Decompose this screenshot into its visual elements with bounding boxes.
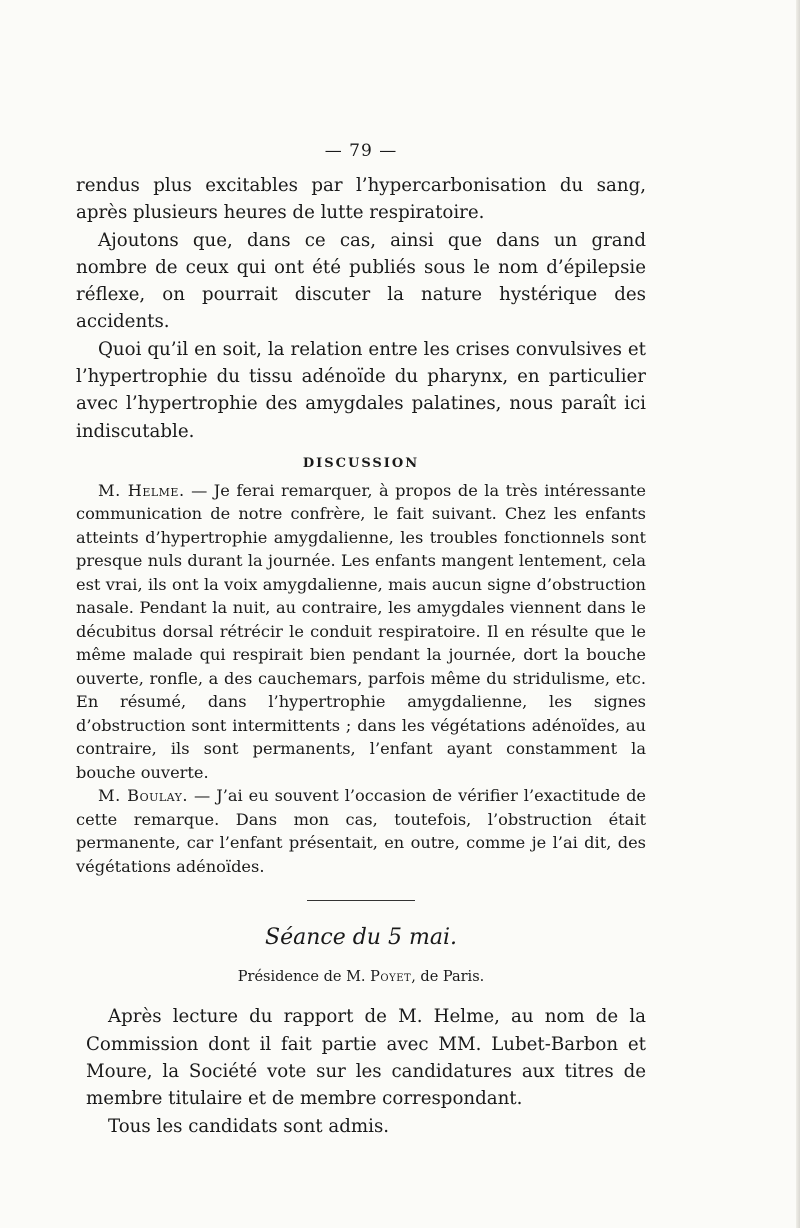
document-page	[76, 140, 646, 1140]
session-body	[86, 1003, 646, 1139]
page-number: — 79 —	[324, 141, 398, 161]
paragraph-epilepsy: Ajoutons que, dans ce cas, ainsi que dans un grand nombre de ceux qui ont été publiés sous le nom d’épilepsie réflexe, on pourrait discuter la nature hystérique des accidents.	[76, 229, 646, 333]
presidency-prefix: Présidence de M.	[237, 969, 371, 986]
paragraph-conclusion: Quoi qu’il en soit, la relation entre les crises convulsives et l’hypertrophie du tissu adénoïde du pharynx, en particulier avec l’hypertrophie des amygdales palatines, nous paraît ici indiscutable.	[76, 338, 646, 442]
boulay-remark: — J’ai eu souvent l’occasion de vérifier l’exactitude de cette remarque. Dans mon cas, toutefois, l’obstruction était permanente, car l’enfant présentait, en outre, comme je l’ai dit, des végétations adénoïdes.	[76, 786, 647, 876]
page-edge-shadow	[796, 0, 800, 1228]
presidency-suffix: , de Paris.	[411, 969, 485, 986]
presidency-line	[76, 967, 646, 987]
paragraph-continuation: rendus plus excitables par l’hypercarbonisation du sang, après plusieurs heures de lutte respiratoire.	[76, 175, 646, 224]
speaker-helme: M. Helme.	[98, 480, 185, 500]
discussion-heading: DISCUSSION	[302, 455, 420, 471]
section-divider	[307, 900, 415, 901]
discussion-boulay	[76, 784, 646, 878]
helme-remark: — Je ferai remarquer, à propos de la très intéressante communication de notre confrère, le fait suivant. Chez les enfants atteints d’hypertrophie amygdalienne, les troubles fonctionnels sont presque nuls durant la journée. Les enfants mangent lentement, cela est vrai, ils ont la voix amygdalienne, mais aucun signe d’obstruction nasale. Pendant la nuit, au contraire, les amygdales viennent dans le décubitus dorsal rétrécir le conduit respiratoire. Il en résulte que le même malade qui respirait bien pendant la journée, dort la bouche ouverte, ronfle, a des cauchemars, parfois même du stridulisme, etc. En résumé, dans l’hypertrophie amygdalienne, les signes d’obstruction sont intermittents ; dans les végétations adénoïdes, au contraire, ils sont permanents, l’enfant ayant constamment la bouche ouverte.	[76, 480, 647, 782]
session-title: Séance du 5 mai.	[265, 925, 457, 951]
session-report-paragraph: Après lecture du rapport de M. Helme, au nom de la Commission dont il fait partie avec MM. Lubet-Barbon et Moure, la Société vote sur les candidatures aux titres de membre titulaire et de membre correspondant.	[86, 1006, 646, 1110]
speaker-boulay: M. Boulay.	[98, 786, 189, 806]
discussion-helme	[76, 479, 646, 785]
session-admitted-paragraph: Tous les candidats sont admis.	[108, 1115, 390, 1137]
president-name: Poyet	[370, 969, 412, 986]
